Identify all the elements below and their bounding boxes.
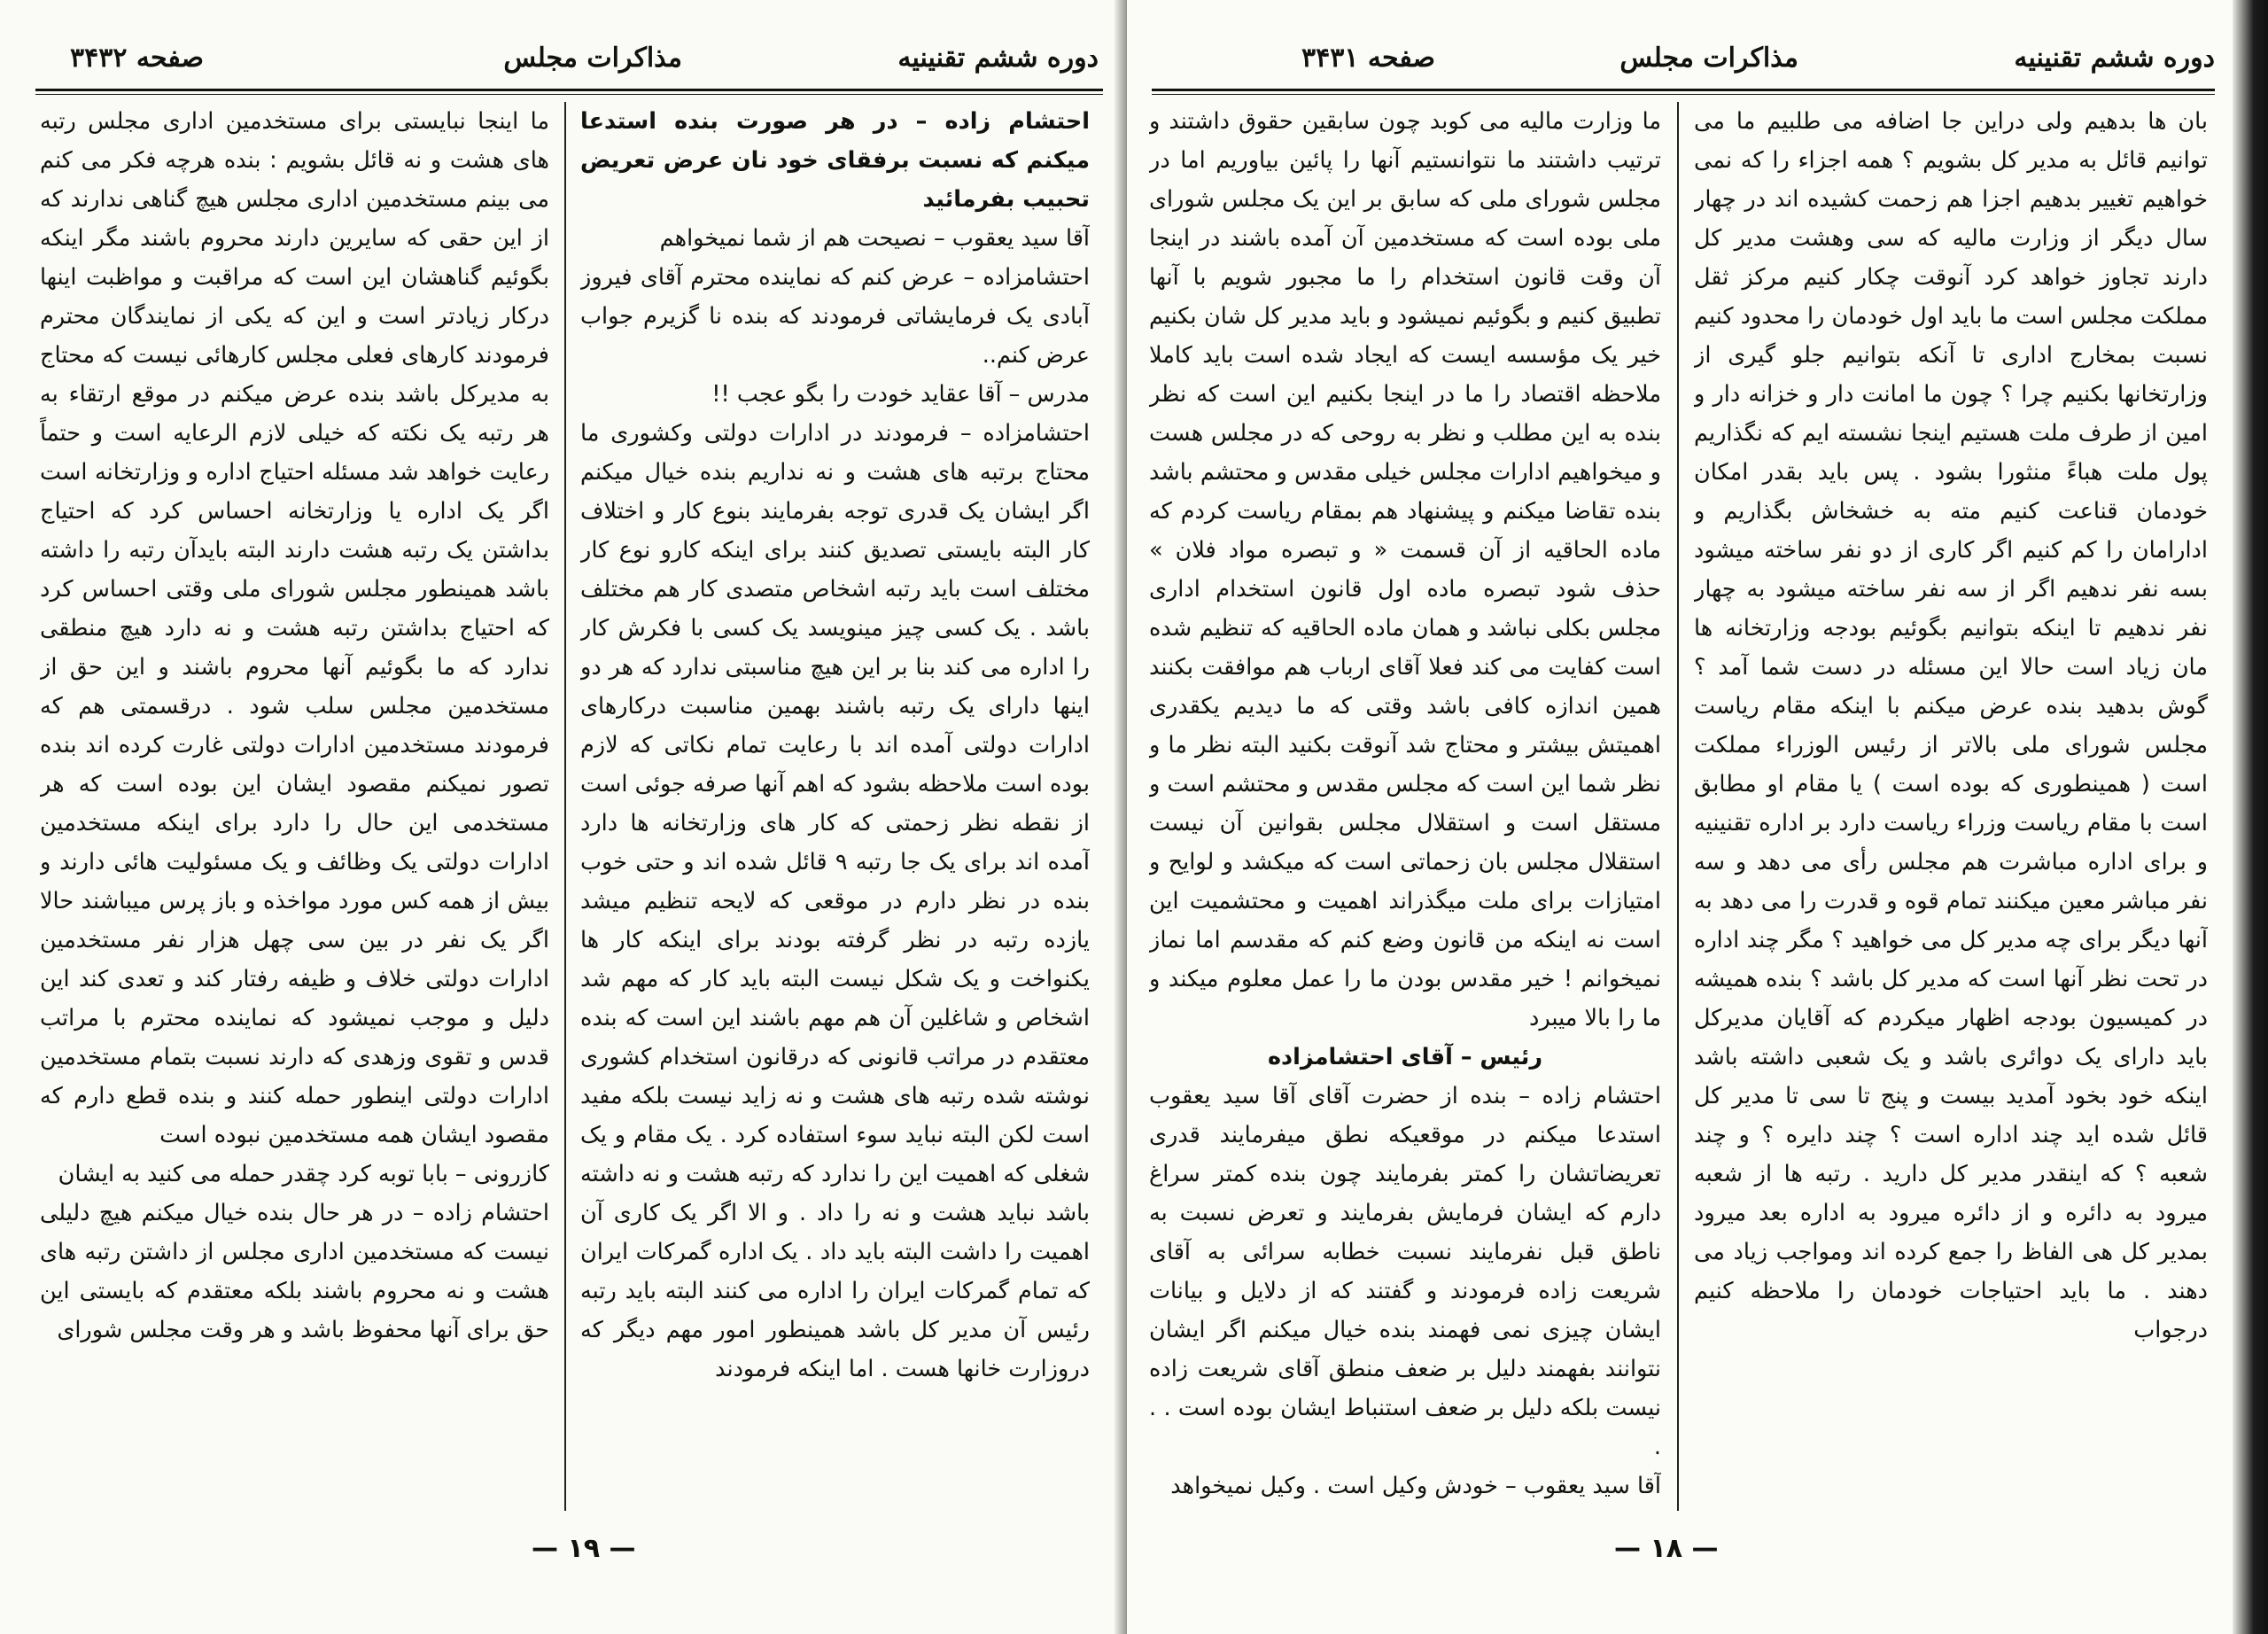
paragraph: ما وزارت مالیه می کوبد چون سابقین حقوق داشتند و ترتیب داشتند ما نتوانستیم آنها را پائین بیاوریم اما در مجلس شورای ملی که سابق بر این یک مجلس شورای ملی بوده است که مستخدمین آن آمده باشند در اینجا آن وقت قانون استخدام را ما مجبور شویم با آنها تطبیق کنیم و بگوئیم نمیشود و باید مدیر کل شان بکنیم خیر یک مؤسسه ایست که ایجاد شده است باید کاملا ملاحظه اقتصاد را ما در اینجا بکنیم این است که نظر بنده به این مطلب و نظر به روحی که در مجلس هست و میخواهیم ادارات مجلس خیلی مقدس و محتشم باشد بنده تقاضا میکنم و پیشنهاد هم بمقام ریاست کردم که ماده الحاقیه از آن قسمت « و تبصره مواد فلان » حذف شود تبصره ماده اول قانون استخدام اداری مجلس بکلی نباشد و همان ماده الحاقیه که تنظیم شده است کفایت می کند فعلا آقای ارباب هم موافقت بکنند همین اندازه کافی باشد وقتی که ما دیدیم یکقدری اهمیتش بیشتر و محتاج شد آنوقت بکنید البته نظر ما و نظر شما این است که مجلس مقدس و محتشم است و مستقل است و استقلال مجلس بقوانین آن نیست استقلال مجلس بان زحماتی است که میکشد و لوایح و امتیازات برای ملت میگذراند اهمیت و محتشمیت این است نه اینکه من قانون وضع کنم که مقدسم اما نماز نمیخوانم ! خیر مقدس بودن ما را عمل معلوم میکند و ما را بالا میبرد	[1149, 108, 1661, 1031]
paragraph: آقا سید یعقوب – نصیحت هم از شما نمیخواهم	[659, 225, 1090, 252]
right-page-header	[1152, 34, 2215, 90]
paragraph: احتشام زاده – در هر صورت بنده استدعا میکنم که نسبت برفقای خود نان عرض تعریض تحبیب بفرمائید	[580, 108, 1090, 213]
paragraph: کازرونی – بابا توبه کرد چقدر حمله می کنید به ایشان	[58, 1161, 549, 1187]
paragraph: رئیس – آقای احتشامزاده	[1267, 1044, 1543, 1070]
paragraph: بان ها بدهیم ولی دراین جا اضافه می طلبیم ما می توانیم قائل به مدیر کل بشویم ؟ همه اجزاء را که نمی خواهیم تغییر بدهیم اجزا هم زحمت کشیده اند در چهار سال دیگر از وزارت مالیه که سی وهشت مدیر کل دارند تجاوز خواهد کرد آنوقت چکار کنیم مرکز ثقل مملکت مجلس است ما باید اول خودمان را محدود کنیم نسبت بمخارج اداری تا آنکه بتوانیم جلو گیری از وزارتخانها بکنیم چرا ؟ چون ما امانت دار و خزانه دار و امین از طرف ملت هستیم اینجا نشسته ایم که نگذاریم پول ملت هباءً منثورا بشود . پس باید بقدر امکان خودمان قناعت کنیم مته به خشخاش بگذاریم و ادارامان را کم کنیم اگر کاری از دو نفر ساخته میشود بسه نفر ندهیم اگر از سه نفر ساخته میشود به چهار نفر ندهیم تا اینکه بتوانیم بگوئیم بودجه وزارتخانه ها مان زیاد است حالا این مسئله در دست شما آمد ؟ گوش بدهید بنده عرض میکنم با اینکه مقام ریاست مجلس شورای ملی بالاتر از رئیس الوزراء مملکت است ( همینطوری که بوده است ) یا مقام او مطابق است با مقام ریاست وزراء ریاست دارد بر اداره تقنینیه و برای اداره مباشرت هم مجلس رأی می دهد و سه نفر مباشر معین میکنند تمام قوه و قدرت را می دهد به آنها دیگر برای چه مدیر کل می خواهید ؟ مگر چند اداره در تحت نظر آنها است که مدیر کل باشد ؟ بنده همیشه در کمیسیون بودجه اظهار میکردم که آقایان مدیرکل باید دارای یک دوائری باشد و یک شعبی داشته باشد اینکه خود بخود آمدید بیست و پنج تا سی تا مدیر کل قائل شده اید چند اداره است ؟ چند دایره ؟ و چند شعبه ؟ که اینقدر مدیر کل دارید . رتبه ها از شعبه میرود به دائره و از دائره میرود به اداره بعد میرود بمدیر کل هی الفاظ را جمع کرده اند ومواجب زیاد می دهند . ما باید احتیاجات خودمان را ملاحظه کنیم درجواب	[1694, 108, 2208, 1343]
left-page	[0, 0, 1127, 1634]
paragraph: مدرس – آقا عقاید خودت را بگو عجب !!	[711, 381, 1090, 408]
right-header-session: دوره ششم تقنینیه	[2014, 43, 2215, 74]
left-page-folio: — ۱۹ —	[532, 1533, 636, 1564]
paragraph: احتشامزاده – عرض کنم که نماینده محترم آقای فیروز آبادی یک فرمایشاتی فرمودند که بنده نا گزیرم جواب عرض کنم..	[580, 264, 1090, 369]
right-page-column-right	[1694, 102, 2208, 1511]
right-page-column-left	[1149, 102, 1661, 1511]
paragraph: احتشام زاده – بنده از حضرت آقای آقا سید یعقوب استدعا میکنم در موقعیکه نطق میفرمایند قدری تعریضاتشان را کمتر بفرمایند چون بنده کمتر سراغ دارم که ایشان فرمایش بفرمایند و تعرض نسبت به ناطق قبل نفرمایند نسبت خطابه سرائی به آقای شریعت زاده فرمودند و گفتند که از دلایل و بیانات ایشان چیزی نمی فهمند بنده خیال میکنم اگر ایشان نتوانند بفهمند دلیل بر ضعف منطق آقای شریعت زاده نیست بلکه دلیل بر ضعف استنباط ایشان بوده است . . .	[1149, 1083, 1661, 1460]
left-header-session: دوره ششم تقنینیه	[897, 43, 1099, 74]
paragraph: ما اینجا نبایستی برای مستخدمین اداری مجلس رتبه های هشت و نه قائل بشویم : بنده هرچه فکر می کنم می بینم مستخدمین اداری مجلس هیچ گناهی ندارند که از این حقی که سایرین دارند محروم باشند مگر اینکه بگوئیم گناهشان این است که مراقبت و مواظبت اینها درکار زیادتر است و این که یکی از نمایندگان محترم فرمودند کارهای فعلی مجلس کارهائی نیست که محتاج به مدیرکل باشد بنده عرض میکنم در موقع ارتقاء به هر رتبه یک نکته که خیلی لازم الرعایه است و حتماً رعایت خواهد شد مسئله احتیاج اداره و وزارتخانه است اگر یک اداره یا وزارتخانه احساس کرد که احتیاج بداشتن یک رتبه هشت دارند البته بایدآن رتبه را داشته باشد همینطور مجلس شورای ملی وقتی احساس کرد که احتیاج بداشتن رتبه هشت و نه دارد هیچ منطقی ندارد که ما بگوئیم آنها محروم باشند و این حق از مستخدمین مجلس سلب شود . درقسمتی هم که فرمودند مستخدمین ادارات دولتی غارت کرده اند بنده تصور نمیکنم مقصود ایشان این بوده است که هر مستخدمی این حال را دارد برای اینکه مستخدمین ادارات دولتی یک وظائف و یک مسئولیت هائی دارند و بیش از همه کس مورد مواخذه و باز پرس میباشند حالا اگر یک نفر در بین سی چهل هزار نفر مستخدمین ادارات دولتی خلاف و ظیفه رفتار کند و تعدی کند این دلیل و موجب نمیشود که نماینده محترم با مراتب قدس و تقوی وزهدی که دارند نسبت بتمام مستخدمین ادارات دولتی اینطور حمله کنند و بنده قطع دارم که مقصود ایشان همه مستخدمین نبوده است	[40, 108, 549, 1148]
left-page-column-left	[40, 102, 549, 1511]
right-header-rule	[1152, 89, 2215, 95]
right-column-divider	[1677, 102, 1679, 1511]
left-header-title: مذاکرات مجلس	[503, 43, 682, 74]
scan-edge-shadow	[2233, 0, 2268, 1634]
left-page-header	[35, 34, 1099, 90]
paragraph: آقا سید یعقوب – خودش وکیل است . وکیل نمیخواهد	[1170, 1473, 1661, 1499]
right-page-folio: — ۱۸ —	[1614, 1533, 1719, 1564]
right-header-title: مذاکرات مجلس	[1619, 43, 1798, 74]
paragraph: احتشام زاده – در هر حال بنده خیال میکنم هیچ دلیلی نیست که مستخدمین اداری مجلس از داشتن رتبه های هشت و نه محروم باشند بلکه معتقدم که بایستی این حق برای آنها محفوظ باشد و هر وقت مجلس شورای	[40, 1200, 549, 1343]
left-header-page-number: صفحه ۳۴۳۲	[70, 43, 204, 74]
right-header-page-number: صفحه ۳۴۳۱	[1301, 43, 1435, 74]
left-header-rule	[35, 89, 1103, 95]
left-column-divider	[564, 102, 566, 1511]
paragraph: احتشامزاده – فرمودند در ادارات دولتی وکشوری ما محتاج برتبه های هشت و نه نداریم بنده خیال میکنم اگر ایشان یک قدری توجه بفرمایند بنوع کار و اختلاف کار البته بایستی تصدیق کنند برای اینکه کارو نوع کار مختلف است باید رتبه اشخاص متصدی کار هم مختلف باشد . یک کسی چیز مینویسد یک کسی با فکرش کار را اداره می کند بنا بر این هیچ مناسبتی ندارد که هر دو اینها دارای یک رتبه باشند بهمین مناسبت درکارهای ادارات دولتی آمده اند با رعایت تمام نکاتی که لازم بوده است ملاحظه بشود که اهم آنها صرفه جوئی است از نقطه نظر زحمتی که کار های وزارتخانه ها دارد آمده اند برای یک جا رتبه ۹ قائل شده اند و حتی خوب بنده در نظر دارم در موقعی که لایحه تنظیم میشد یازده رتبه در نظر گرفته بودند برای اینکه کار ها یکنواخت و یک شکل نیست البته باید کار که مهم شد اشخاص و شاغلین آن هم مهم باشند این است که بنده معتقدم در مراتب قانونی که درقانون استخدام کشوری نوشته شده رتبه های هشت و نه زاید نیست بلکه مفید است لکن البته نباید سوء استفاده کرد . یک مقام و یک شغلی که اهمیت این را ندارد که رتبه هشت و نه داشته باشد نباید هشت و نه را داد . و الا اگر یک کاری آن اهمیت را داشت البته باید داد . یک اداره گمرکات ایران که تمام گمرکات ایران را اداره می کنند البته باید رتبه رئیس آن مدیر کل باشد همینطور امور مهم دیگر که دروزارت خانها هست . اما اینکه فرمودند	[580, 420, 1090, 1382]
right-page	[1127, 0, 2268, 1634]
left-page-column-right	[580, 102, 1090, 1511]
